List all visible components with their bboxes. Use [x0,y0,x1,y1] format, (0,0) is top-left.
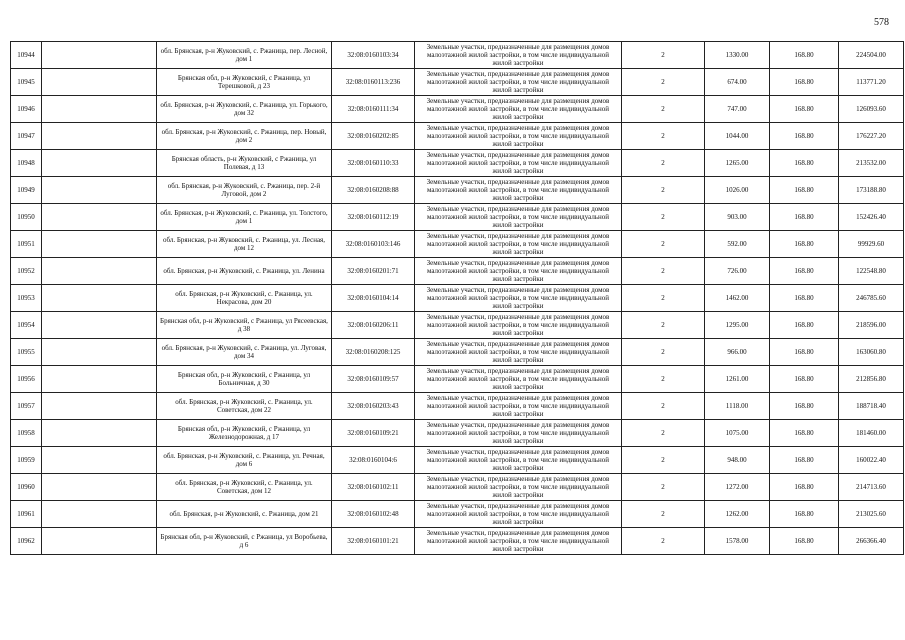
group-cell: 2 [622,258,705,285]
rate-cell: 168.80 [770,258,839,285]
empty-cell [42,366,157,393]
group-cell: 2 [622,501,705,528]
land-use-cell: Земельные участки, предназначенные для размещения домов малоэтажной жилой застройки, в том числе индивидуальной жилой застройки [415,96,622,123]
cadastral-number-cell: 32:08:0160104:6 [332,447,415,474]
address-cell: обл. Брянская, р-н Жуковский, с. Ржаница, ул. Ленина [157,258,332,285]
land-use-cell: Земельные участки, предназначенные для размещения домов малоэтажной жилой застройки, в том числе индивидуальной жилой застройки [415,420,622,447]
cadastral-number-cell: 32:08:0160208:88 [332,177,415,204]
row-number-cell: 10960 [11,474,42,501]
address-cell: Брянская обл, р-н Жуковский, с Ржаница, ул Воробьева, д 6 [157,528,332,555]
cadastral-number-cell: 32:08:0160102:48 [332,501,415,528]
cadastral-cost-cell: 224504.00 [839,42,904,69]
empty-cell [42,528,157,555]
land-use-cell: Земельные участки, предназначенные для размещения домов малоэтажной жилой застройки, в том числе индивидуальной жилой застройки [415,393,622,420]
table-row [11,474,904,501]
rate-cell: 168.80 [770,393,839,420]
table-row [11,177,904,204]
land-use-cell: Земельные участки, предназначенные для размещения домов малоэтажной жилой застройки, в том числе индивидуальной жилой застройки [415,231,622,258]
empty-cell [42,420,157,447]
address-cell: обл. Брянская, р-н Жуковский, с. Ржаница, ул. Лесная, дом 12 [157,231,332,258]
land-use-cell: Земельные участки, предназначенные для размещения домов малоэтажной жилой застройки, в том числе индивидуальной жилой застройки [415,366,622,393]
cadastral-cost-cell: 152426.40 [839,204,904,231]
table-row [11,69,904,96]
rate-cell: 168.80 [770,447,839,474]
group-cell: 2 [622,393,705,420]
group-cell: 2 [622,366,705,393]
address-cell: обл. Брянская, р-н Жуковский, с. Ржаница, ул. Некрасова, дом 20 [157,285,332,312]
area-cell: 592.00 [705,231,770,258]
row-number-cell: 10962 [11,528,42,555]
land-use-cell: Земельные участки, предназначенные для размещения домов малоэтажной жилой застройки, в том числе индивидуальной жилой застройки [415,177,622,204]
address-cell: обл. Брянская, р-н Жуковский, с. Ржаница, пер. Новый, дом 2 [157,123,332,150]
land-use-cell: Земельные участки, предназначенные для размещения домов малоэтажной жилой застройки, в том числе индивидуальной жилой застройки [415,447,622,474]
address-cell: обл. Брянская, р-н Жуковский, с. Ржаница, ул. Советская, дом 12 [157,474,332,501]
rate-cell: 168.80 [770,177,839,204]
cadastral-number-cell: 32:08:0160104:14 [332,285,415,312]
cadastral-cost-cell: 218596.00 [839,312,904,339]
rate-cell: 168.80 [770,312,839,339]
table-row [11,420,904,447]
group-cell: 2 [622,231,705,258]
area-cell: 747.00 [705,96,770,123]
table-row [11,501,904,528]
cadastral-number-cell: 32:08:0160201:71 [332,258,415,285]
rate-cell: 168.80 [770,501,839,528]
cadastral-cost-cell: 99929.60 [839,231,904,258]
cadastral-number-cell: 32:08:0160203:43 [332,393,415,420]
table-row [11,312,904,339]
group-cell: 2 [622,339,705,366]
page-number: 578 [874,17,889,28]
rate-cell: 168.80 [770,366,839,393]
rate-cell: 168.80 [770,528,839,555]
address-cell: обл. Брянская, р-н Жуковский, с. Ржаница, ул. Речная, дом 6 [157,447,332,474]
group-cell: 2 [622,474,705,501]
row-number-cell: 10954 [11,312,42,339]
area-cell: 1295.00 [705,312,770,339]
cadastral-number-cell: 32:08:0160102:11 [332,474,415,501]
row-number-cell: 10946 [11,96,42,123]
table-row [11,123,904,150]
row-number-cell: 10947 [11,123,42,150]
address-cell: Брянская обл, р-н Жуковский, с Ржаница, ул Железнодорожная, д 17 [157,420,332,447]
address-cell: обл. Брянская, р-н Жуковский, с. Ржаница, ул. Толстого, дом 1 [157,204,332,231]
empty-cell [42,258,157,285]
group-cell: 2 [622,96,705,123]
empty-cell [42,231,157,258]
area-cell: 1075.00 [705,420,770,447]
row-number-cell: 10944 [11,42,42,69]
rate-cell: 168.80 [770,42,839,69]
group-cell: 2 [622,42,705,69]
empty-cell [42,42,157,69]
land-use-cell: Земельные участки, предназначенные для размещения домов малоэтажной жилой застройки, в том числе индивидуальной жилой застройки [415,204,622,231]
row-number-cell: 10950 [11,204,42,231]
address-cell: Брянская обл, р-н Жуковский, с Ржаница, ул Рясеевская, д 38 [157,312,332,339]
table-row [11,339,904,366]
group-cell: 2 [622,528,705,555]
land-use-cell: Земельные участки, предназначенные для размещения домов малоэтажной жилой застройки, в том числе индивидуальной жилой застройки [415,258,622,285]
rate-cell: 168.80 [770,339,839,366]
cadastral-cost-cell: 122548.80 [839,258,904,285]
address-cell: обл. Брянская, р-н Жуковский, с. Ржаница, ул. Советская, дом 22 [157,393,332,420]
cadastral-number-cell: 32:08:0160103:146 [332,231,415,258]
address-cell: обл. Брянская, р-н Жуковский, с. Ржаница, ул. Горького, дом 32 [157,96,332,123]
group-cell: 2 [622,447,705,474]
address-cell: обл. Брянская, р-н Жуковский, с. Ржаница, пер. Лесной, дом 1 [157,42,332,69]
empty-cell [42,393,157,420]
land-use-cell: Земельные участки, предназначенные для размещения домов малоэтажной жилой застройки, в том числе индивидуальной жилой застройки [415,312,622,339]
empty-cell [42,123,157,150]
empty-cell [42,204,157,231]
group-cell: 2 [622,177,705,204]
land-use-cell: Земельные участки, предназначенные для размещения домов малоэтажной жилой застройки, в том числе индивидуальной жилой застройки [415,42,622,69]
table-row [11,285,904,312]
row-number-cell: 10957 [11,393,42,420]
group-cell: 2 [622,312,705,339]
rate-cell: 168.80 [770,204,839,231]
land-use-cell: Земельные участки, предназначенные для размещения домов малоэтажной жилой застройки, в том числе индивидуальной жилой застройки [415,528,622,555]
row-number-cell: 10959 [11,447,42,474]
table-row [11,366,904,393]
area-cell: 1265.00 [705,150,770,177]
cadastral-cost-cell: 188718.40 [839,393,904,420]
land-use-cell: Земельные участки, предназначенные для размещения домов малоэтажной жилой застройки, в том числе индивидуальной жилой застройки [415,69,622,96]
cadastral-cost-cell: 213532.00 [839,150,904,177]
empty-cell [42,339,157,366]
empty-cell [42,69,157,96]
table-row [11,231,904,258]
area-cell: 1578.00 [705,528,770,555]
rate-cell: 168.80 [770,420,839,447]
cadastral-cost-cell: 126093.60 [839,96,904,123]
empty-cell [42,312,157,339]
table-row [11,258,904,285]
cadastral-cost-cell: 173188.80 [839,177,904,204]
area-cell: 903.00 [705,204,770,231]
cadastral-cost-cell: 160022.40 [839,447,904,474]
cadastral-number-cell: 32:08:0160202:85 [332,123,415,150]
cadastral-number-cell: 32:08:0160208:125 [332,339,415,366]
empty-cell [42,501,157,528]
land-use-cell: Земельные участки, предназначенные для размещения домов малоэтажной жилой застройки, в том числе индивидуальной жилой застройки [415,150,622,177]
group-cell: 2 [622,150,705,177]
cadastral-cost-cell: 163060.80 [839,339,904,366]
table-row [11,393,904,420]
row-number-cell: 10951 [11,231,42,258]
rate-cell: 168.80 [770,69,839,96]
row-number-cell: 10958 [11,420,42,447]
cadastral-number-cell: 32:08:0160113:236 [332,69,415,96]
area-cell: 1118.00 [705,393,770,420]
cadastral-cost-cell: 181460.00 [839,420,904,447]
cadastral-number-cell: 32:08:0160103:34 [332,42,415,69]
cadastral-number-cell: 32:08:0160112:19 [332,204,415,231]
cadastral-cost-cell: 176227.20 [839,123,904,150]
cadastral-cost-cell: 213025.60 [839,501,904,528]
address-cell: Брянская область, р-н Жуковский, с Ржаница, ул Полевая, д 13 [157,150,332,177]
area-cell: 1330.00 [705,42,770,69]
land-registry-table [10,41,904,555]
empty-cell [42,96,157,123]
area-cell: 966.00 [705,339,770,366]
empty-cell [42,177,157,204]
area-cell: 1044.00 [705,123,770,150]
cadastral-number-cell: 32:08:0160109:21 [332,420,415,447]
empty-cell [42,150,157,177]
area-cell: 674.00 [705,69,770,96]
group-cell: 2 [622,204,705,231]
cadastral-number-cell: 32:08:0160109:57 [332,366,415,393]
group-cell: 2 [622,69,705,96]
cadastral-number-cell: 32:08:0160110:33 [332,150,415,177]
area-cell: 1261.00 [705,366,770,393]
area-cell: 948.00 [705,447,770,474]
rate-cell: 168.80 [770,150,839,177]
table-row [11,96,904,123]
table-row [11,528,904,555]
land-use-cell: Земельные участки, предназначенные для размещения домов малоэтажной жилой застройки, в том числе индивидуальной жилой застройки [415,123,622,150]
rate-cell: 168.80 [770,231,839,258]
table-row [11,204,904,231]
group-cell: 2 [622,420,705,447]
cadastral-cost-cell: 266366.40 [839,528,904,555]
cadastral-number-cell: 32:08:0160111:34 [332,96,415,123]
row-number-cell: 10953 [11,285,42,312]
address-cell: обл. Брянская, р-н Жуковский, с. Ржаница, пер. 2-й Луговой, дом 2 [157,177,332,204]
row-number-cell: 10949 [11,177,42,204]
land-use-cell: Земельные участки, предназначенные для размещения домов малоэтажной жилой застройки, в том числе индивидуальной жилой застройки [415,474,622,501]
area-cell: 1462.00 [705,285,770,312]
row-number-cell: 10961 [11,501,42,528]
rate-cell: 168.80 [770,96,839,123]
cadastral-number-cell: 32:08:0160206:11 [332,312,415,339]
address-cell: обл. Брянская, р-н Жуковский, с. Ржаница, ул. Луговая, дом 34 [157,339,332,366]
row-number-cell: 10956 [11,366,42,393]
group-cell: 2 [622,123,705,150]
land-use-cell: Земельные участки, предназначенные для размещения домов малоэтажной жилой застройки, в том числе индивидуальной жилой застройки [415,501,622,528]
table-row [11,150,904,177]
land-use-cell: Земельные участки, предназначенные для размещения домов малоэтажной жилой застройки, в том числе индивидуальной жилой застройки [415,285,622,312]
table-row [11,42,904,69]
cadastral-cost-cell: 214713.60 [839,474,904,501]
cadastral-cost-cell: 246785.60 [839,285,904,312]
area-cell: 1026.00 [705,177,770,204]
registry-table-body [11,42,904,555]
row-number-cell: 10945 [11,69,42,96]
area-cell: 1262.00 [705,501,770,528]
empty-cell [42,474,157,501]
address-cell: обл. Брянская, р-н Жуковский, с. Ржаница, дом 21 [157,501,332,528]
row-number-cell: 10955 [11,339,42,366]
cadastral-cost-cell: 212856.80 [839,366,904,393]
rate-cell: 168.80 [770,123,839,150]
area-cell: 1272.00 [705,474,770,501]
land-use-cell: Земельные участки, предназначенные для размещения домов малоэтажной жилой застройки, в том числе индивидуальной жилой застройки [415,339,622,366]
rate-cell: 168.80 [770,474,839,501]
row-number-cell: 10952 [11,258,42,285]
address-cell: Брянская обл, р-н Жуковский, с Ржаница, ул Больничная, д 30 [157,366,332,393]
group-cell: 2 [622,285,705,312]
address-cell: Брянская обл, р-н Жуковский, с Ржаница, ул Терешковой, д 23 [157,69,332,96]
empty-cell [42,447,157,474]
area-cell: 726.00 [705,258,770,285]
rate-cell: 168.80 [770,285,839,312]
row-number-cell: 10948 [11,150,42,177]
cadastral-cost-cell: 113771.20 [839,69,904,96]
table-row [11,447,904,474]
cadastral-number-cell: 32:08:0160101:21 [332,528,415,555]
empty-cell [42,285,157,312]
